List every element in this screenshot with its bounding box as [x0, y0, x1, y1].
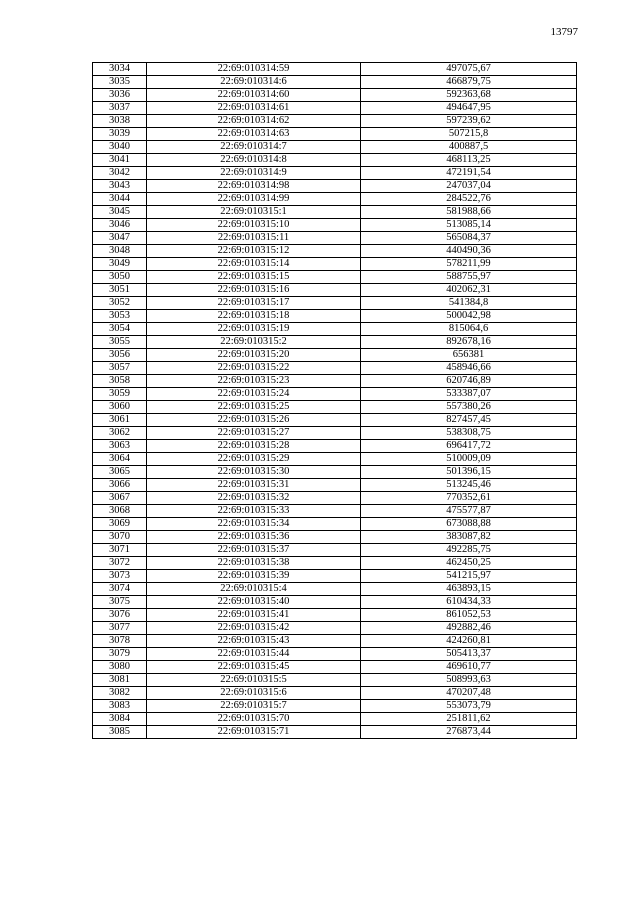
row-number-cell: 3075	[93, 596, 147, 609]
row-number-cell: 3074	[93, 583, 147, 596]
table-row	[93, 128, 577, 141]
row-number-cell: 3045	[93, 206, 147, 219]
row-number-cell: 3036	[93, 89, 147, 102]
row-number-cell: 3072	[93, 557, 147, 570]
table-row	[93, 388, 577, 401]
table-row	[93, 219, 577, 232]
cadastral-number-cell: 22:69:010314:7	[147, 141, 361, 154]
row-number-cell: 3069	[93, 518, 147, 531]
row-number-cell: 3081	[93, 674, 147, 687]
row-number-cell: 3065	[93, 466, 147, 479]
cadastral-number-cell: 22:69:010315:5	[147, 674, 361, 687]
row-number-cell: 3046	[93, 219, 147, 232]
table-row	[93, 323, 577, 336]
cadastral-value-cell: 592363,68	[361, 89, 577, 102]
row-number-cell: 3082	[93, 687, 147, 700]
table-row	[93, 349, 577, 362]
cadastral-value-cell: 251811,62	[361, 713, 577, 726]
cadastral-number-cell: 22:69:010314:99	[147, 193, 361, 206]
cadastral-number-cell: 22:69:010315:14	[147, 258, 361, 271]
cadastral-value-cell: 501396,15	[361, 466, 577, 479]
cadastral-number-cell: 22:69:010315:36	[147, 531, 361, 544]
cadastral-value-cell: 462450,25	[361, 557, 577, 570]
cadastral-number-cell: 22:69:010315:16	[147, 284, 361, 297]
row-number-cell: 3034	[93, 63, 147, 76]
cadastral-number-cell: 22:69:010315:32	[147, 492, 361, 505]
cadastral-number-cell: 22:69:010314:9	[147, 167, 361, 180]
cadastral-value-cell: 578211,99	[361, 258, 577, 271]
row-number-cell: 3050	[93, 271, 147, 284]
cadastral-value-cell: 383087,82	[361, 531, 577, 544]
cadastral-value-cell: 247037,04	[361, 180, 577, 193]
row-number-cell: 3041	[93, 154, 147, 167]
table-row	[93, 440, 577, 453]
cadastral-value-cell: 815064,6	[361, 323, 577, 336]
cadastral-value-cell: 565084,37	[361, 232, 577, 245]
row-number-cell: 3040	[93, 141, 147, 154]
cadastral-value-cell: 610434,33	[361, 596, 577, 609]
table-row	[93, 232, 577, 245]
cadastral-value-cell: 505413,37	[361, 648, 577, 661]
row-number-cell: 3063	[93, 440, 147, 453]
cadastral-value-cell: 400887,5	[361, 141, 577, 154]
row-number-cell: 3078	[93, 635, 147, 648]
cadastral-value-cell: 494647,95	[361, 102, 577, 115]
table-row	[93, 336, 577, 349]
table-row	[93, 453, 577, 466]
cadastral-value-cell: 500042,98	[361, 310, 577, 323]
table-row	[93, 479, 577, 492]
cadastral-value-cell: 588755,97	[361, 271, 577, 284]
row-number-cell: 3044	[93, 193, 147, 206]
table-row	[93, 284, 577, 297]
cadastral-number-cell: 22:69:010315:40	[147, 596, 361, 609]
cadastral-value-cell: 468113,25	[361, 154, 577, 167]
table-row	[93, 557, 577, 570]
table-row	[93, 193, 577, 206]
table-row	[93, 167, 577, 180]
row-number-cell: 3079	[93, 648, 147, 661]
table-row	[93, 726, 577, 739]
row-number-cell: 3037	[93, 102, 147, 115]
cadastral-number-cell: 22:69:010315:71	[147, 726, 361, 739]
table-row	[93, 245, 577, 258]
row-number-cell: 3058	[93, 375, 147, 388]
cadastral-number-cell: 22:69:010315:24	[147, 388, 361, 401]
cadastral-value-cell: 673088,88	[361, 518, 577, 531]
cadastral-value-cell: 463893,15	[361, 583, 577, 596]
table-row	[93, 310, 577, 323]
row-number-cell: 3042	[93, 167, 147, 180]
cadastral-number-cell: 22:69:010315:37	[147, 544, 361, 557]
row-number-cell: 3048	[93, 245, 147, 258]
cadastral-value-cell: 538308,75	[361, 427, 577, 440]
cadastral-value-cell: 510009,09	[361, 453, 577, 466]
row-number-cell: 3060	[93, 401, 147, 414]
row-number-cell: 3059	[93, 388, 147, 401]
cadastral-value-cell: 656381	[361, 349, 577, 362]
cadastral-number-cell: 22:69:010315:39	[147, 570, 361, 583]
cadastral-number-cell: 22:69:010315:41	[147, 609, 361, 622]
cadastral-number-cell: 22:69:010315:28	[147, 440, 361, 453]
table-row	[93, 661, 577, 674]
cadastral-value-cell: 508993,63	[361, 674, 577, 687]
table-row	[93, 362, 577, 375]
table-row	[93, 154, 577, 167]
cadastral-number-cell: 22:69:010314:59	[147, 63, 361, 76]
cadastral-value-cell: 553073,79	[361, 700, 577, 713]
cadastral-number-cell: 22:69:010315:38	[147, 557, 361, 570]
row-number-cell: 3038	[93, 115, 147, 128]
row-number-cell: 3066	[93, 479, 147, 492]
cadastral-value-cell: 696417,72	[361, 440, 577, 453]
table-row	[93, 674, 577, 687]
table-row	[93, 622, 577, 635]
cadastral-value-cell: 470207,48	[361, 687, 577, 700]
row-number-cell: 3077	[93, 622, 147, 635]
table-row	[93, 141, 577, 154]
table-row	[93, 505, 577, 518]
table-row	[93, 583, 577, 596]
cadastral-value-cell: 475577,87	[361, 505, 577, 518]
cadastral-value-cell: 284522,76	[361, 193, 577, 206]
table-row	[93, 206, 577, 219]
table-row	[93, 635, 577, 648]
row-number-cell: 3061	[93, 414, 147, 427]
cadastral-value-cell: 469610,77	[361, 661, 577, 674]
table-row	[93, 687, 577, 700]
cadastral-number-cell: 22:69:010315:10	[147, 219, 361, 232]
row-number-cell: 3056	[93, 349, 147, 362]
cadastral-number-cell: 22:69:010315:18	[147, 310, 361, 323]
table-row	[93, 518, 577, 531]
table-row	[93, 427, 577, 440]
cadastral-number-cell: 22:69:010314:61	[147, 102, 361, 115]
cadastral-value-cell: 513085,14	[361, 219, 577, 232]
cadastral-number-cell: 22:69:010315:27	[147, 427, 361, 440]
row-number-cell: 3080	[93, 661, 147, 674]
cadastral-value-cell: 581988,66	[361, 206, 577, 219]
cadastral-number-cell: 22:69:010315:1	[147, 206, 361, 219]
table-row	[93, 76, 577, 89]
table-row	[93, 570, 577, 583]
cadastral-value-cell: 513245,46	[361, 479, 577, 492]
cadastral-number-cell: 22:69:010315:34	[147, 518, 361, 531]
table-row	[93, 180, 577, 193]
cadastral-number-cell: 22:69:010315:20	[147, 349, 361, 362]
row-number-cell: 3085	[93, 726, 147, 739]
table-row	[93, 713, 577, 726]
cadastral-number-cell: 22:69:010315:17	[147, 297, 361, 310]
table-row	[93, 609, 577, 622]
cadastral-number-cell: 22:69:010315:11	[147, 232, 361, 245]
cadastral-value-cell: 276873,44	[361, 726, 577, 739]
cadastral-value-cell: 492285,75	[361, 544, 577, 557]
row-number-cell: 3053	[93, 310, 147, 323]
row-number-cell: 3071	[93, 544, 147, 557]
cadastral-value-cell: 507215,8	[361, 128, 577, 141]
cadastral-value-cell: 492882,46	[361, 622, 577, 635]
row-number-cell: 3039	[93, 128, 147, 141]
row-number-cell: 3068	[93, 505, 147, 518]
table-row	[93, 102, 577, 115]
row-number-cell: 3052	[93, 297, 147, 310]
cadastral-number-cell: 22:69:010315:30	[147, 466, 361, 479]
row-number-cell: 3049	[93, 258, 147, 271]
row-number-cell: 3062	[93, 427, 147, 440]
cadastral-number-cell: 22:69:010315:6	[147, 687, 361, 700]
cadastral-number-cell: 22:69:010315:70	[147, 713, 361, 726]
cadastral-value-cell: 541215,97	[361, 570, 577, 583]
row-number-cell: 3064	[93, 453, 147, 466]
cadastral-value-cell: 458946,66	[361, 362, 577, 375]
row-number-cell: 3076	[93, 609, 147, 622]
table-row	[93, 648, 577, 661]
row-number-cell: 3055	[93, 336, 147, 349]
cadastral-value-cell: 541384,8	[361, 297, 577, 310]
table-row	[93, 271, 577, 284]
row-number-cell: 3035	[93, 76, 147, 89]
cadastral-value-cell: 424260,81	[361, 635, 577, 648]
cadastral-number-cell: 22:69:010315:23	[147, 375, 361, 388]
row-number-cell: 3067	[93, 492, 147, 505]
cadastral-number-cell: 22:69:010315:44	[147, 648, 361, 661]
cadastral-value-cell: 466879,75	[361, 76, 577, 89]
cadastral-value-cell: 827457,45	[361, 414, 577, 427]
table-row	[93, 466, 577, 479]
table-row	[93, 414, 577, 427]
row-number-cell: 3047	[93, 232, 147, 245]
table-body	[93, 63, 577, 739]
cadastral-number-cell: 22:69:010315:22	[147, 362, 361, 375]
cadastral-number-cell: 22:69:010314:63	[147, 128, 361, 141]
cadastral-value-cell: 597239,62	[361, 115, 577, 128]
cadastral-value-cell: 497075,67	[361, 63, 577, 76]
table-row	[93, 531, 577, 544]
row-number-cell: 3070	[93, 531, 147, 544]
cadastral-value-cell: 440490,36	[361, 245, 577, 258]
cadastral-number-cell: 22:69:010315:33	[147, 505, 361, 518]
cadastral-number-cell: 22:69:010315:12	[147, 245, 361, 258]
cadastral-number-cell: 22:69:010315:15	[147, 271, 361, 284]
cadastral-value-table	[92, 62, 577, 739]
cadastral-number-cell: 22:69:010314:6	[147, 76, 361, 89]
cadastral-number-cell: 22:69:010314:60	[147, 89, 361, 102]
table-row	[93, 492, 577, 505]
cadastral-number-cell: 22:69:010315:19	[147, 323, 361, 336]
cadastral-number-cell: 22:69:010315:4	[147, 583, 361, 596]
table-row	[93, 596, 577, 609]
cadastral-number-cell: 22:69:010314:62	[147, 115, 361, 128]
row-number-cell: 3084	[93, 713, 147, 726]
table-row	[93, 258, 577, 271]
row-number-cell: 3073	[93, 570, 147, 583]
table-row	[93, 89, 577, 102]
cadastral-number-cell: 22:69:010315:2	[147, 336, 361, 349]
cadastral-number-cell: 22:69:010315:43	[147, 635, 361, 648]
cadastral-number-cell: 22:69:010315:25	[147, 401, 361, 414]
cadastral-number-cell: 22:69:010315:42	[147, 622, 361, 635]
row-number-cell: 3057	[93, 362, 147, 375]
row-number-cell: 3054	[93, 323, 147, 336]
cadastral-value-cell: 402062,31	[361, 284, 577, 297]
table-row	[93, 401, 577, 414]
cadastral-number-cell: 22:69:010315:45	[147, 661, 361, 674]
cadastral-value-cell: 861052,53	[361, 609, 577, 622]
cadastral-number-cell: 22:69:010315:7	[147, 700, 361, 713]
cadastral-number-cell: 22:69:010314:8	[147, 154, 361, 167]
table-row	[93, 297, 577, 310]
table-row	[93, 63, 577, 76]
cadastral-value-cell: 533387,07	[361, 388, 577, 401]
table-row	[93, 700, 577, 713]
page-number: 13797	[550, 26, 578, 38]
cadastral-value-cell: 472191,54	[361, 167, 577, 180]
table-row	[93, 375, 577, 388]
row-number-cell: 3083	[93, 700, 147, 713]
row-number-cell: 3043	[93, 180, 147, 193]
cadastral-value-cell: 892678,16	[361, 336, 577, 349]
table-row	[93, 544, 577, 557]
cadastral-number-cell: 22:69:010314:98	[147, 180, 361, 193]
row-number-cell: 3051	[93, 284, 147, 297]
cadastral-value-cell: 770352,61	[361, 492, 577, 505]
cadastral-number-cell: 22:69:010315:29	[147, 453, 361, 466]
cadastral-value-cell: 620746,89	[361, 375, 577, 388]
table-row	[93, 115, 577, 128]
cadastral-value-cell: 557380,26	[361, 401, 577, 414]
cadastral-number-cell: 22:69:010315:26	[147, 414, 361, 427]
cadastral-number-cell: 22:69:010315:31	[147, 479, 361, 492]
